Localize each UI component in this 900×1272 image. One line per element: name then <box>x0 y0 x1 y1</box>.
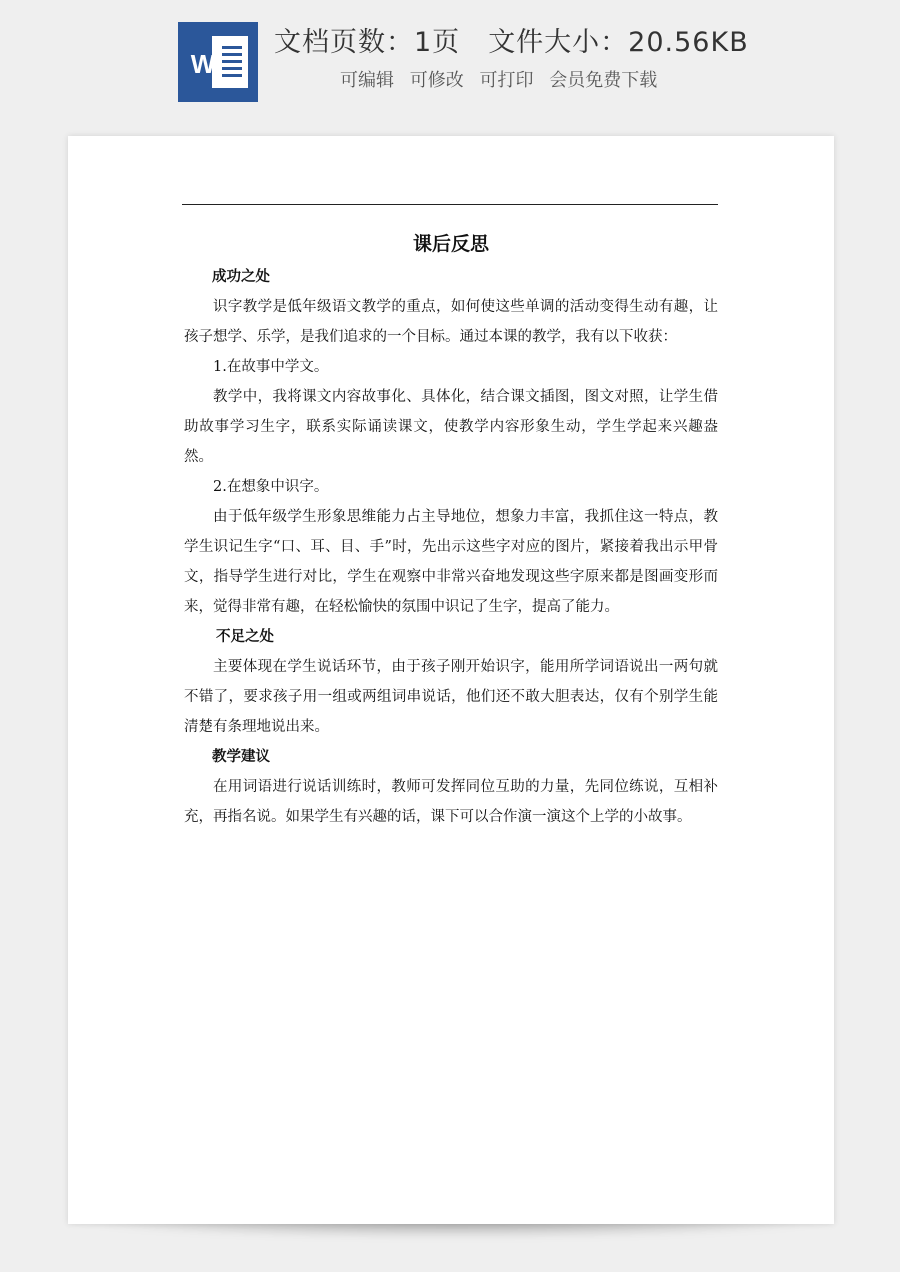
document-page <box>68 136 834 1224</box>
document-body <box>184 228 718 832</box>
paragraph-shortcoming: 主要体现在学生说话环节，由于孩子刚开始识字，能用所学词语说出一两句就不错了，要求孩子用一组或两组词串说话，他们还不敢大胆表达，仅有个别学生能清楚有条理地说出来。 <box>184 659 718 735</box>
feature-editable: 可编辑 <box>340 70 394 91</box>
svg-text:W: W <box>190 49 216 79</box>
feature-modifiable: 可修改 <box>409 70 464 91</box>
section-heading-success: 成功之处 <box>212 268 270 285</box>
header-rule <box>182 204 718 205</box>
word-document-icon <box>178 22 258 102</box>
document-meta-line <box>274 20 749 59</box>
section-heading-suggestion: 教学建议 <box>212 748 270 765</box>
feature-printable: 可打印 <box>479 70 534 91</box>
paragraph-suggestion: 在用词语进行说话训练时，教师可发挥同位互助的力量，先同位练说，互相补充，再指名说。如果学生有兴趣的话，课下可以合作演一演这个上学的小故事。 <box>184 779 718 825</box>
feature-list <box>340 66 667 92</box>
list-item-2: 2.在想象中识字。 <box>213 479 329 495</box>
section-heading-shortcoming: 不足之处 <box>216 628 274 645</box>
feature-member-download: 会员免费下载 <box>549 70 658 91</box>
page-count: 文档页数：1页 <box>274 27 461 58</box>
file-size: 文件大小：20.56KB <box>488 27 749 58</box>
list-item-1: 1.在故事中学文。 <box>213 359 329 375</box>
document-info-header <box>0 0 900 120</box>
paragraph-item1-body: 教学中，我将课文内容故事化、具体化，结合课文插图，图文对照，让学生借助故事学习生字，联系实际诵读课文，使教学内容形象生动，学生学起来兴趣盎然。 <box>184 389 718 465</box>
document-title: 课后反思 <box>412 233 489 255</box>
paragraph-item2-body: 由于低年级学生形象思维能力占主导地位，想象力丰富，我抓住这一特点，教学生识记生字“口、耳、目、手”时，先出示这些字对应的图片，紧接着我出示甲骨文，指导学生进行对比，学生在观察中非常兴奋地发现这些字原来都是图画变形而来，觉得非常有趣，在轻松愉快的氛围中识记了生字，提高了能力。 <box>184 509 718 615</box>
paragraph-success-intro: 识字教学是低年级语文教学的重点，如何使这些单调的活动变得生动有趣，让孩子想学、乐学，是我们追求的一个目标。通过本课的教学，我有以下收获： <box>184 299 718 345</box>
